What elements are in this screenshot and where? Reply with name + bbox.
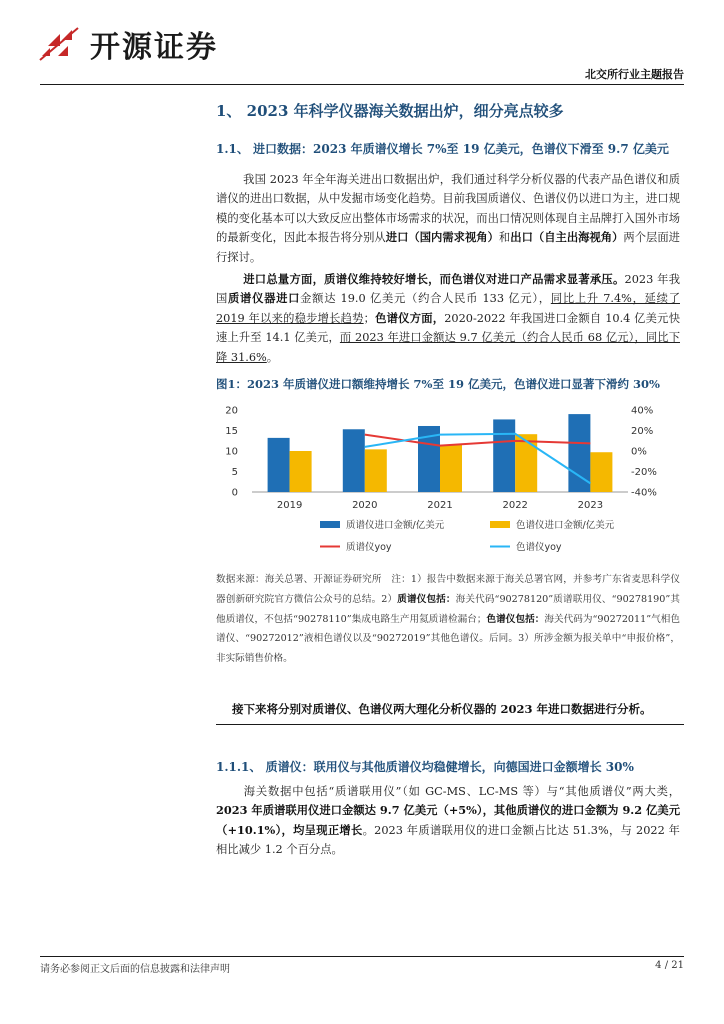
section-heading: 1、 2023 年科学仪器海关数据出炉，细分亮点较多 [216,102,564,120]
right-tick-label: 40% [631,405,654,417]
import-chart [216,398,680,566]
right-tick-label: -20% [631,467,657,478]
x-tick-label: 2021 [427,500,453,511]
bar-chromatograph [440,445,462,492]
line-chromatograph-yoy [365,434,591,484]
bar-mass-spec [343,429,365,492]
mass-spec-paragraph: 海关数据中包括“质谱联用仪”（如 GC-MS、LC-MS 等）与“其他质谱仪”两大类，2023 年质谱联用仪进口金额达 9.7 亿美元（+5%），其他质谱仪的进口金额为 9.2 亿美元（+10.1%），均呈现正增长。2023 年质谱联用仪的进口金额占比达 51.3%，与 2022 年相比减少 1.2 个百分点。 [216,785,680,857]
bar-chromatograph [290,451,312,492]
transition-sentence: 接下来将分别对质谱仪、色谱仪两大理化分析仪器的 2023 年进口数据进行分析。 [232,702,652,716]
page-number: 4 / 21 [655,960,684,971]
intro-paragraph: 我国 2023 年全年海关进出口数据出炉，我们通过科学分析仪器的代表产品色谱仪和质谱仪的进出口数据，从中发掘市场变化趋势。目前我国质谱仪、色谱仪仍以进口为主，进口规模的变化基本可以大致反应出整体市场需求的状况，而出口情况则体现自主品牌打入国外市场的最新变化，因此本报告将分别从进口（国内需求视角）和出口（自主出海视角）两个层面进行探讨。 [216,173,680,264]
left-tick-label: 5 [231,467,238,478]
chart-svg [216,398,680,566]
report-type: 北交所行业主题报告 [585,68,684,81]
bar-chromatograph [515,434,537,492]
left-tick-label: 15 [225,426,238,437]
footer-divider [40,956,684,957]
figure-title: 图1：2023 年质谱仪进口额维持增长 7%至 19 亿美元，色谱仪进口显著下滑约 30% [216,377,660,391]
legend-swatch [320,521,340,528]
legend-swatch [490,521,510,528]
bar-mass-spec [268,438,290,492]
footer-disclaimer: 请务必参阅正文后面的信息披露和法律声明 [40,964,230,975]
section-divider [216,724,684,725]
right-tick-label: 0% [631,446,647,458]
right-tick-label: 20% [631,426,654,437]
left-tick-label: 10 [225,446,238,458]
left-tick-label: 20 [225,405,238,417]
bar-chromatograph [590,452,612,492]
bar-mass-spec [493,419,515,492]
logo-mark-icon [38,26,82,62]
legend-label: 色谱仪yoy [516,542,562,553]
x-tick-label: 2023 [577,500,604,511]
subsection-heading: 1.1、 进口数据：2023 年质谱仪增长 7%至 19 亿美元，色谱仪下滑至 9.7 亿美元 [216,142,669,156]
x-tick-label: 2020 [352,500,378,511]
line-mass-spec-yoy [365,435,591,446]
right-tick-label: -40% [631,487,657,499]
legend-label: 色谱仪进口金额/亿美元 [516,520,615,531]
brand-logo [38,22,218,66]
source-note: 数据来源：海关总署、开源证券研究所 注：1）报告中数据来源于海关总署官网，并参考广东省麦思科学仪器创新研究院官方微信公众号的总结。2）质谱仪包括：海关代码“90278120”质谱联用仪、“90278190”其他质谱仪，不包括“90278110”集成电路生产用氦质谱检漏台；色谱仪包括：海关代码为“90272011”气相色谱仪、“90272012”液相色谱仪以及“90272019”其他色谱仪。后同。3）所涉金额为报关单中“申报价格”，非实际销售价格。 [216,574,681,665]
header-divider [40,84,684,85]
bar-chromatograph [365,449,387,492]
subsubsection-heading: 1.1.1、 质谱仪：联用仪与其他质谱仪均稳健增长，向德国进口金额增长 30% [216,760,634,774]
x-tick-label: 2022 [502,500,528,511]
legend-label: 质谱仪进口金额/亿美元 [346,520,445,531]
x-tick-label: 2019 [276,500,303,511]
legend-label: 质谱仪yoy [346,542,392,553]
logo-text: 开源证券 [90,30,218,65]
left-tick-label: 0 [231,487,238,499]
import-total-paragraph: 进口总量方面，质谱仪维持较好增长，而色谱仪对进口产品需求显著承压。2023 年我国质谱仪器进口金额达 19.0 亿美元（约合人民币 133 亿元），同比上升 7.4%，延续了 2019 年以来的稳步增长趋势；色谱仪方面，2020-2022 年我国进口金额自 10.4 亿美元快速上升至 14.1 亿美元，而 2023 年进口金额达 9.7 亿美元（约合人民币 68 亿元），同比下降 31.6%。 [216,272,680,364]
